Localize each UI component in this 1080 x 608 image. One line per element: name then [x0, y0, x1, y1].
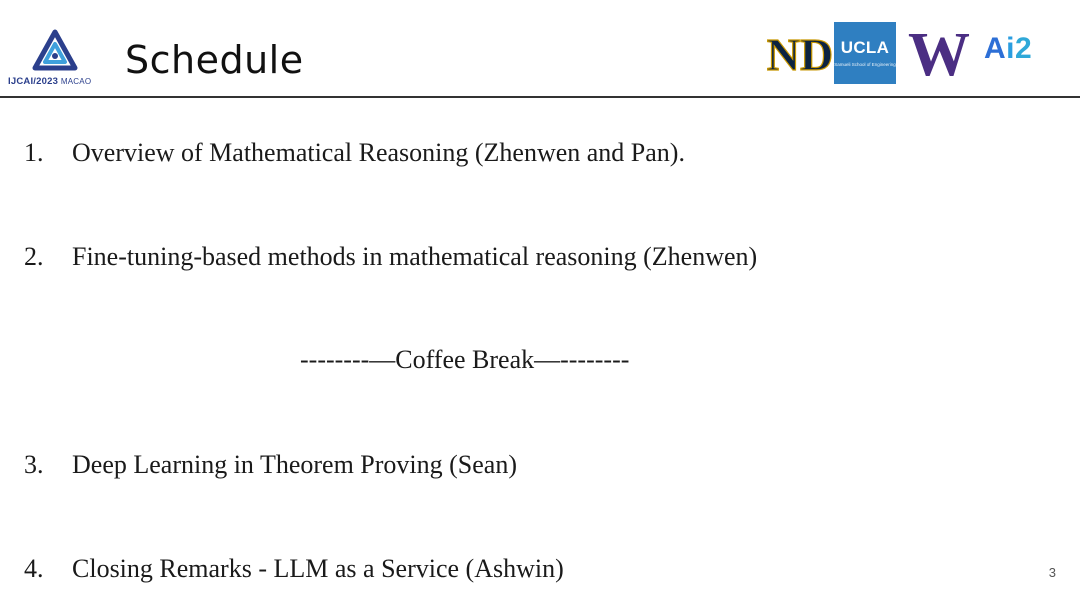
- ijcai-logo: [8, 30, 108, 90]
- ai2-letter-a: A: [984, 32, 1007, 65]
- item-text: Closing Remarks - LLM as a Service (Ashwin): [72, 554, 564, 583]
- ijcai-emblem-icon: [32, 30, 78, 72]
- ucla-logo: [834, 22, 896, 84]
- ai2-logo: [984, 32, 1032, 66]
- coffee-break-label: --------—Coffee Break—--------: [300, 345, 630, 374]
- schedule-item: [0, 549, 1080, 589]
- header-divider: [0, 96, 1080, 98]
- notre-dame-monogram: ND: [766, 29, 834, 80]
- schedule-item: [0, 133, 1080, 173]
- page-number: 3: [1048, 565, 1056, 580]
- notre-dame-logo: [766, 26, 834, 80]
- ai2-digit-2: 2: [1015, 32, 1033, 65]
- ucla-subtitle: Samueli School of Engineering: [834, 62, 896, 67]
- ijcai-wordmark: [8, 76, 108, 87]
- conference-city: MACAO: [60, 77, 92, 86]
- item-number: 3.: [24, 450, 44, 479]
- uw-monogram: W: [908, 21, 970, 89]
- item-text: Fine-tuning-based methods in mathematical reasoning (Zhenwen): [72, 242, 758, 271]
- item-number: 2.: [24, 242, 44, 271]
- item-number: 1.: [24, 138, 44, 167]
- conference-name: IJCAI/2023: [8, 76, 59, 87]
- ucla-wordmark: UCLA: [840, 38, 890, 57]
- schedule-item: [0, 237, 1080, 277]
- schedule-item: [0, 445, 1080, 485]
- ai2-letter-i: i: [1006, 32, 1016, 65]
- item-text: Overview of Mathematical Reasoning (Zhenwen and Pan).: [72, 138, 685, 167]
- item-text: Deep Learning in Theorem Proving (Sean): [72, 450, 517, 479]
- slide-header: [0, 0, 1080, 97]
- item-number: 4.: [24, 554, 44, 583]
- uw-logo: [903, 21, 975, 89]
- slide-title: Schedule: [125, 38, 304, 82]
